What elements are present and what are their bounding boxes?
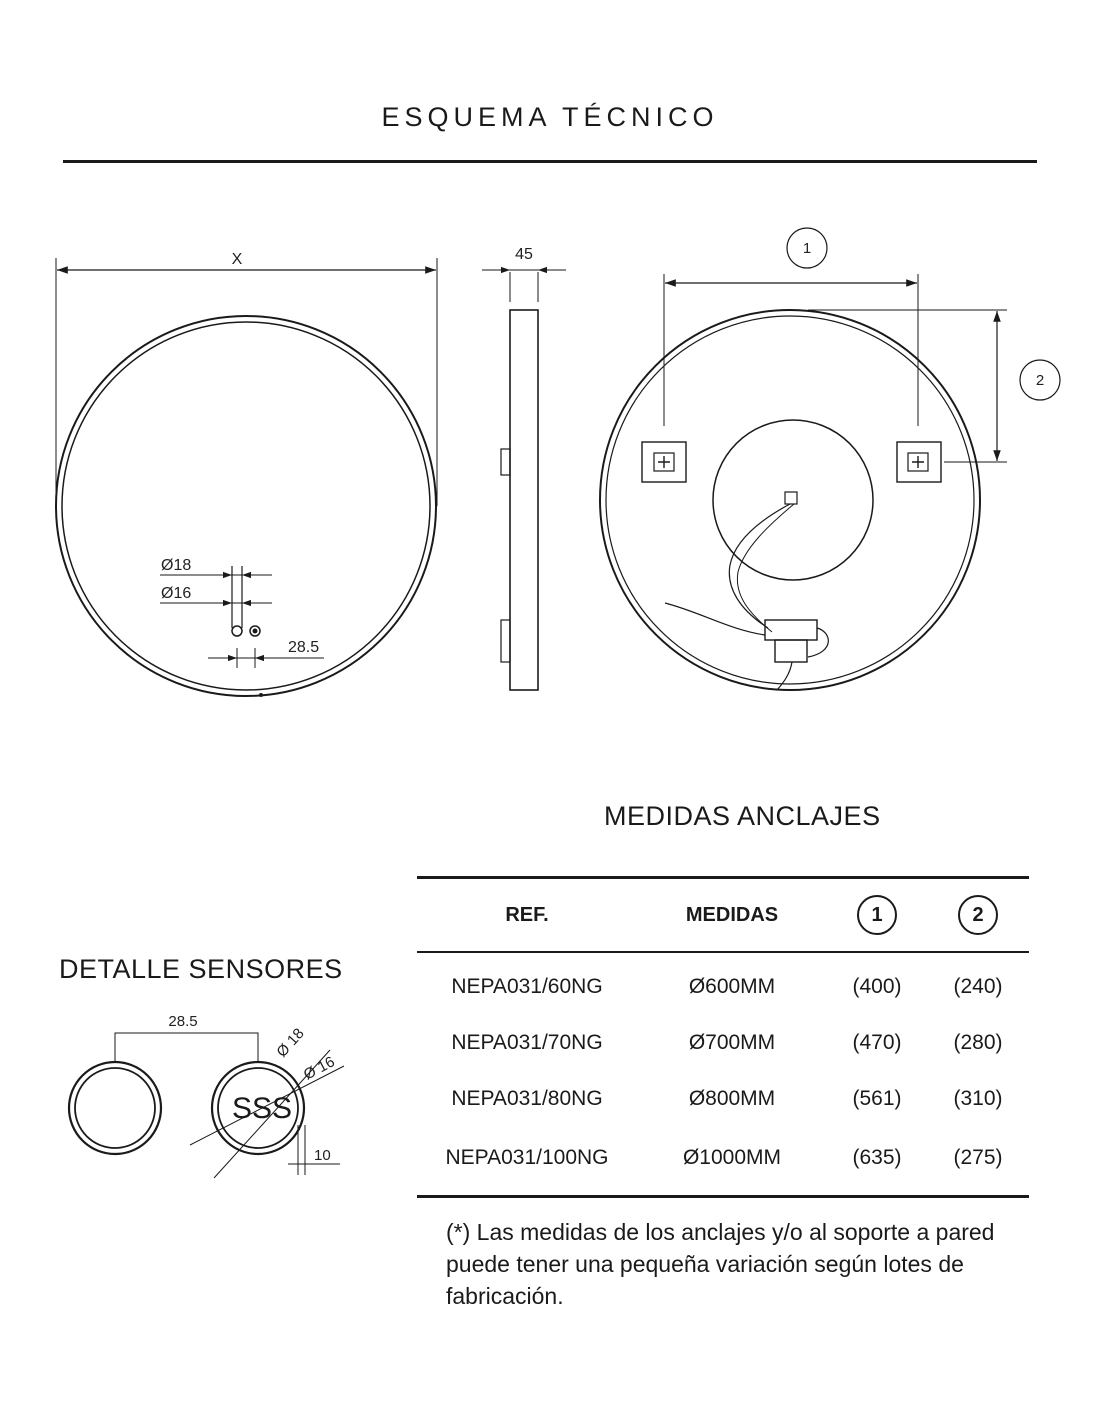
footnote: (*) Las medidas de los anclajes y/o al soporte a pared puede tener una pequeña variación según lotes de fabricación. [446, 1219, 995, 1309]
row-v2: (280) [953, 1031, 1003, 1054]
row-medidas: Ø800MM [688, 1087, 776, 1110]
back-center-plate [713, 420, 873, 580]
row-v2: (275) [953, 1146, 1003, 1169]
detail-spacing-label: 28.5 [168, 1013, 198, 1030]
row-ref: NEPA031/100NG [445, 1146, 609, 1169]
cable-left [665, 603, 765, 635]
detail-left-outer [69, 1062, 161, 1154]
row-ref: NEPA031/80NG [451, 1087, 603, 1110]
header-col2 [927, 879, 1029, 951]
cable-down [777, 662, 792, 690]
anchor1-label: 1 [802, 240, 812, 257]
anchors-title: MEDIDAS ANCLAJES [604, 801, 881, 831]
table-row [417, 1071, 1029, 1127]
cable-a [729, 504, 790, 628]
back-inner-circle [606, 316, 974, 684]
row-ref: NEPA031/60NG [451, 975, 603, 998]
header-col2-badge: 2 [958, 895, 998, 935]
sensor-d18-label: Ø18 [161, 557, 192, 574]
page-title: ESQUEMA TÉCNICO [381, 102, 719, 132]
depth-label: 45 [515, 246, 533, 263]
table-row [417, 1015, 1029, 1071]
header-medidas: MEDIDAS [685, 903, 779, 926]
cable-connector [785, 492, 797, 504]
driver-box [765, 620, 817, 640]
mirror-outer-circle [56, 316, 436, 696]
side-bracket-bottom [501, 620, 510, 662]
row-v2: (240) [953, 975, 1003, 998]
table-header-row [417, 879, 1029, 951]
detail-left-inner [75, 1068, 155, 1148]
table-row [417, 953, 1029, 1015]
sensor-spacing-label: 28.5 [288, 639, 320, 656]
detail-d18-label: Ø 18 [273, 1025, 308, 1061]
table-bottom-rule [417, 1195, 1029, 1198]
header-col1 [827, 879, 927, 951]
plug-box [775, 640, 807, 662]
table-row [417, 1127, 1029, 1195]
cable-right [808, 628, 828, 657]
row-v1: (400) [852, 975, 902, 998]
detail-sensor-text: SSS [231, 1092, 293, 1125]
side-view [482, 270, 566, 690]
sensor-d16-label: Ø16 [161, 585, 192, 602]
row-medidas: Ø700MM [688, 1031, 776, 1054]
anchor-left-cross [658, 456, 670, 468]
sensor-detail-title: DETALLE SENSORES [59, 954, 343, 984]
sensor-detail [69, 1033, 344, 1178]
back-outer-circle [600, 310, 980, 690]
header-ref: REF. [505, 903, 549, 926]
header-col1-badge: 1 [857, 895, 897, 935]
row-ref: NEPA031/70NG [451, 1031, 603, 1054]
row-v1: (635) [852, 1146, 902, 1169]
row-v1: (561) [852, 1087, 902, 1110]
anchors-table [417, 876, 1029, 1198]
cable-b [737, 504, 794, 632]
sensor-left [232, 626, 242, 636]
detail-d16-label: Ø 16 [300, 1053, 338, 1084]
anchor2-label: 2 [1035, 372, 1045, 389]
row-medidas: Ø1000MM [682, 1146, 782, 1169]
row-v2: (310) [953, 1087, 1003, 1110]
detail-spacing-bracket [115, 1033, 258, 1062]
detail-offset-label: 10 [314, 1147, 331, 1164]
row-v1: (470) [852, 1031, 902, 1054]
row-medidas: Ø600MM [688, 975, 776, 998]
sensor-right-core [253, 629, 258, 634]
anchor-right-cross [912, 456, 924, 468]
width-label: X [231, 251, 243, 268]
anchors-grid [417, 879, 1029, 1195]
bottom-marker [259, 693, 263, 697]
side-profile [510, 310, 538, 690]
side-bracket-top [501, 449, 510, 475]
mirror-inner-circle [62, 322, 430, 690]
front-view [56, 258, 437, 697]
back-view [600, 228, 1060, 690]
